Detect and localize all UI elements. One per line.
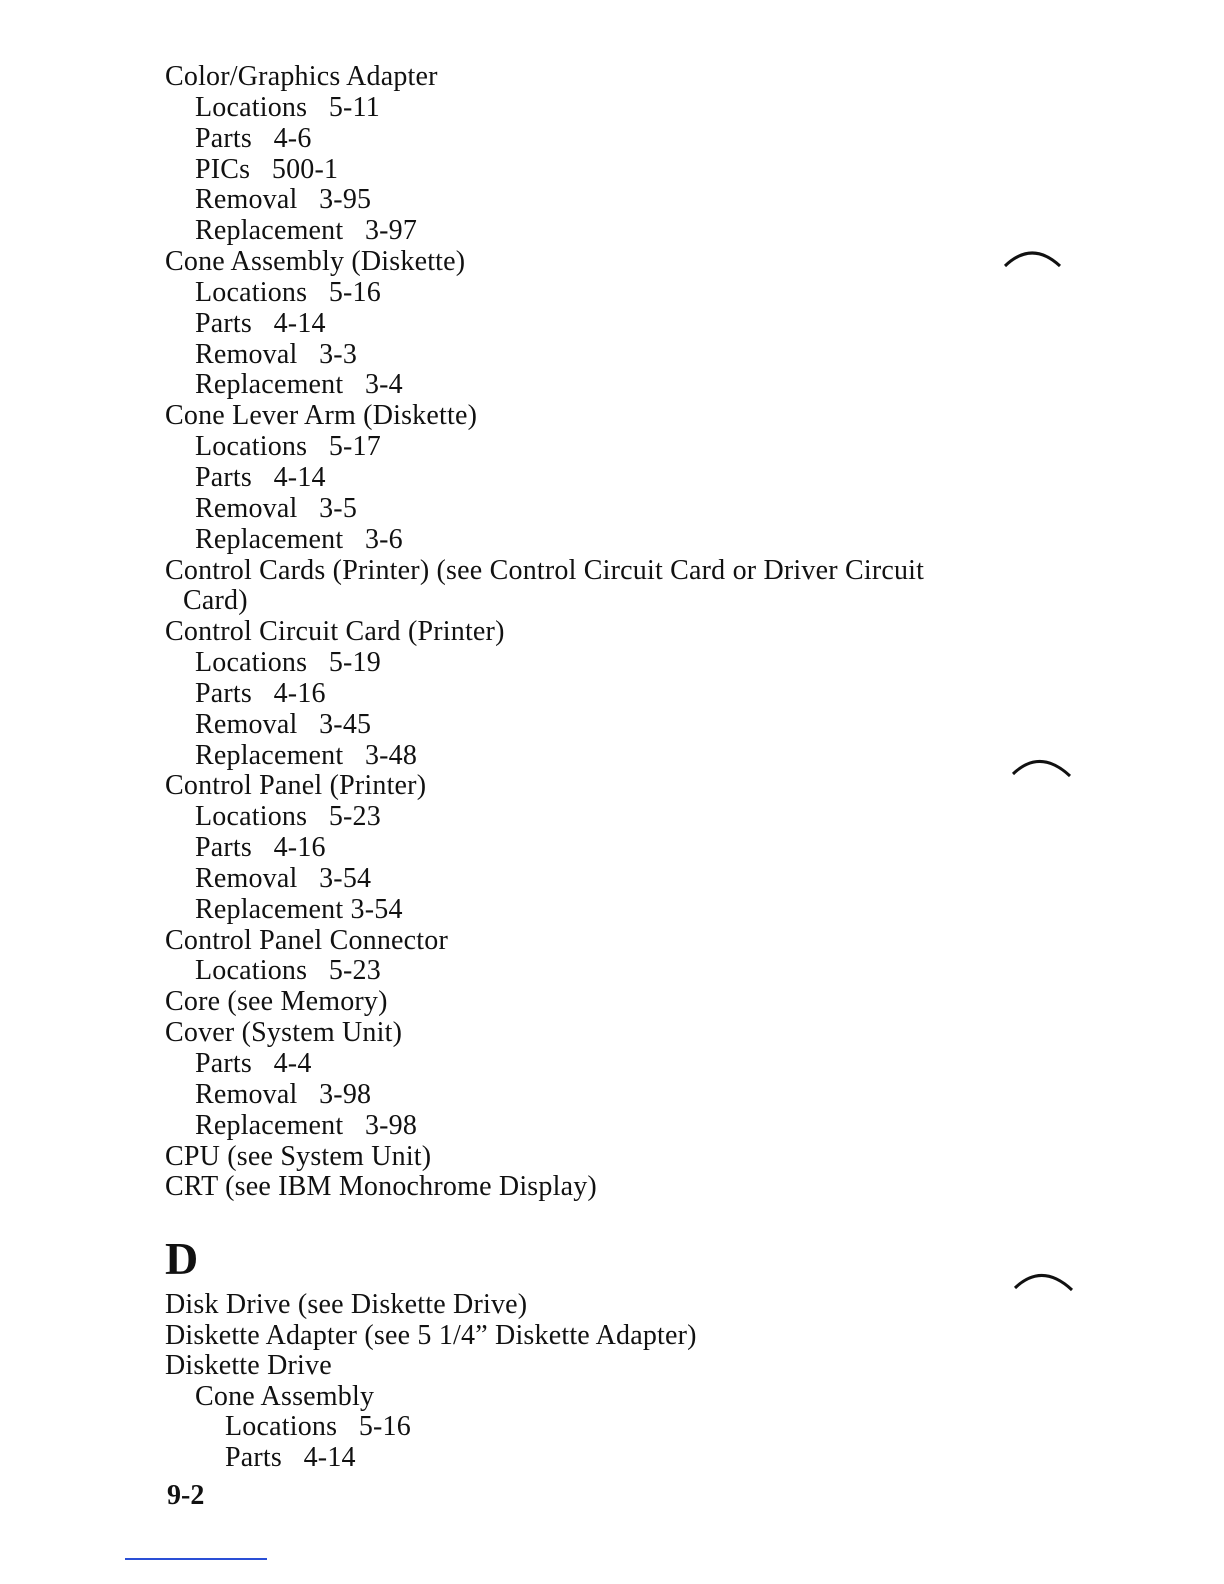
index-subentry: Removal 3-95 [195, 184, 372, 216]
punch-hole-mark-icon [1002, 244, 1066, 270]
index-entry: Color/Graphics Adapter [165, 61, 438, 92]
index-subentry: Parts 4-14 [225, 1441, 356, 1473]
index-subentry: Replacement 3-4 [195, 369, 403, 401]
index-subentry: Replacement 3-48 [195, 739, 418, 771]
index-subentry: Removal 3-5 [195, 492, 358, 524]
index-subentry: Locations 5-23 [195, 801, 381, 833]
index-entry: Control Panel Connector [165, 924, 449, 956]
section-letter-heading: D [165, 1233, 199, 1284]
index-subentry: Cone Assembly [195, 1380, 375, 1412]
index-entry: Diskette Drive [165, 1350, 332, 1382]
index-subentry: Parts 4-6 [195, 122, 312, 154]
index-entry: Diskette Adapter (see 5 1/4” Diskette Adapter) [165, 1319, 697, 1351]
index-entry: CPU (see System Unit) [165, 1140, 432, 1172]
index-subentry: Parts 4-14 [195, 461, 326, 493]
index-entry: Disk Drive (see Diskette Drive) [165, 1289, 528, 1320]
index-subentry: Replacement 3-54 [195, 893, 403, 925]
index-subentry: Locations 5-17 [195, 431, 381, 463]
index-subentry: Locations 5-11 [195, 91, 380, 123]
index-subentry: PICs 500-1 [195, 153, 339, 185]
index-subentry: Locations 5-19 [195, 647, 381, 679]
index-subentry: Removal 3-45 [195, 708, 372, 740]
index-entry: Core (see Memory) [165, 986, 388, 1018]
index-subentry: Parts 4-16 [195, 677, 326, 709]
index-entry: CRT (see IBM Monochrome Display) [165, 1171, 597, 1203]
index-entry: Cone Assembly (Diskette) [165, 246, 466, 278]
index-list-c [165, 62, 1025, 1203]
punch-hole-mark-icon [1010, 752, 1074, 778]
index-subentry: Locations 5-16 [225, 1411, 411, 1443]
page-number: 9-2 [167, 1480, 205, 1511]
index-entry-continuation: Card) [183, 585, 248, 617]
index-subentry: Removal 3-98 [195, 1078, 372, 1110]
index-list-d [165, 1290, 1025, 1474]
index-subentry: Parts 4-14 [195, 307, 326, 339]
index-entry: Control Circuit Card (Printer) [165, 616, 505, 648]
index-entry: Cover (System Unit) [165, 1017, 403, 1049]
bottom-rule [125, 1558, 267, 1560]
index-entry: Control Panel (Printer) [165, 770, 427, 802]
index-subentry: Replacement 3-98 [195, 1109, 418, 1141]
punch-hole-mark-icon [1012, 1266, 1076, 1292]
index-subentry: Replacement 3-6 [195, 523, 403, 555]
index-subentry: Replacement 3-97 [195, 215, 418, 247]
index-entry: Cone Lever Arm (Diskette) [165, 400, 478, 432]
index-subentry: Locations 5-16 [195, 276, 381, 308]
index-subentry: Parts 4-16 [195, 832, 326, 864]
index-entry: Control Cards (Printer) (see Control Circuit Card or Driver Circuit [165, 554, 925, 586]
index-subentry: Parts 4-4 [195, 1048, 312, 1079]
index-subentry: Locations 5-23 [195, 955, 381, 987]
index-subentry: Removal 3-54 [195, 862, 372, 894]
index-subentry: Removal 3-3 [195, 338, 358, 370]
